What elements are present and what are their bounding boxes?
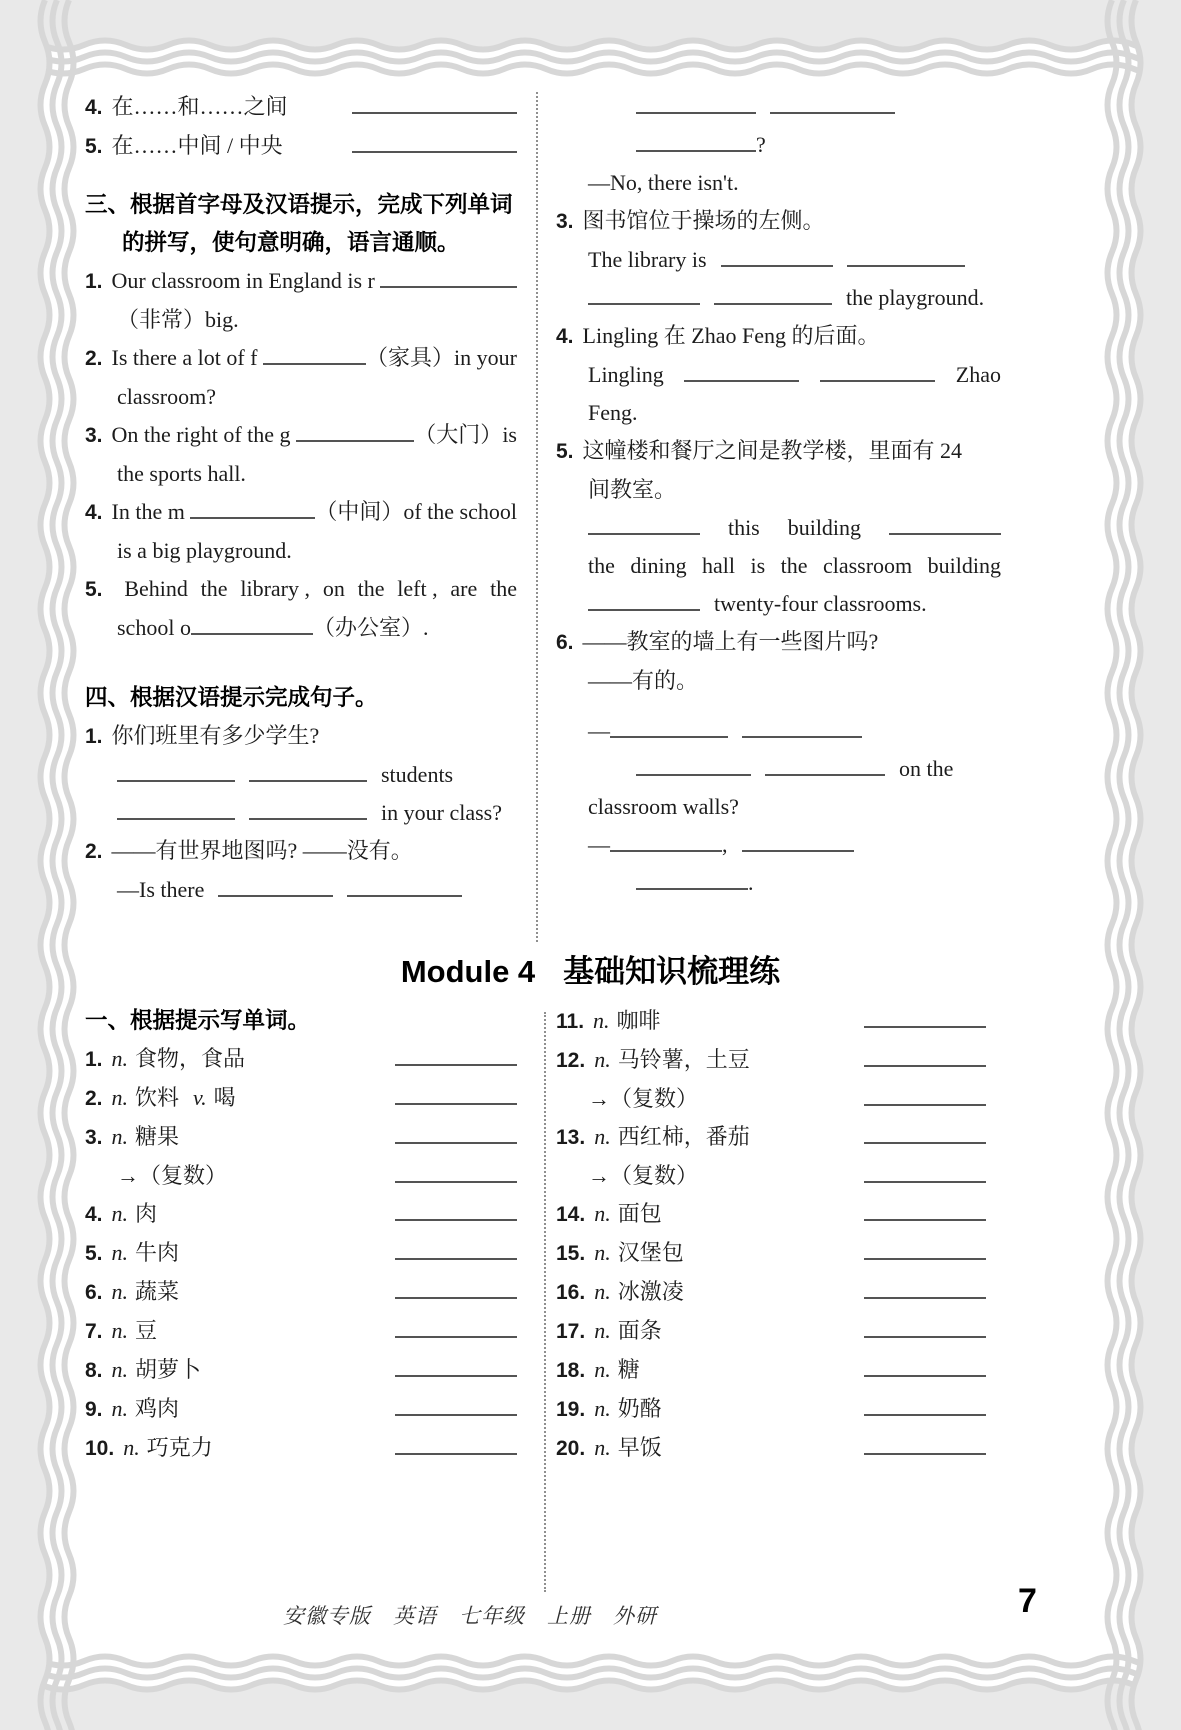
answer-blank[interactable] xyxy=(636,772,751,776)
answer-blank[interactable] xyxy=(721,263,833,267)
text-segment: n. xyxy=(111,1085,129,1110)
answer-blank[interactable] xyxy=(395,1373,517,1377)
column-divider-top xyxy=(536,92,538,942)
text-segment: 胡萝卜 xyxy=(135,1357,202,1382)
text-segment: . xyxy=(422,615,429,640)
s4-item5-line3 xyxy=(556,509,1001,547)
answer-blank[interactable] xyxy=(117,778,235,782)
text-segment: ​ — xyxy=(588,718,610,743)
text-segment: n. xyxy=(123,1435,140,1460)
answer-blank[interactable] xyxy=(190,515,315,519)
text-segment: ​ 19. xyxy=(556,1398,586,1421)
text-segment: ​ 6. xyxy=(85,1281,103,1304)
text-segment: n. xyxy=(111,1124,129,1149)
text-segment: n. xyxy=(594,1201,611,1226)
answer-blank[interactable] xyxy=(263,361,367,365)
text-segment: ​ 4. xyxy=(85,1203,103,1226)
text-segment: 图书馆位于操场的左侧。 xyxy=(582,208,825,233)
text-segment: ​ 14. xyxy=(556,1203,586,1226)
text-segment: （家具） xyxy=(366,345,455,370)
text-segment: Our classroom in England is r xyxy=(111,268,375,293)
text-segment: ​ 间教室。 xyxy=(588,477,677,502)
top-left-column xyxy=(85,88,517,909)
text-segment: the xyxy=(200,576,228,601)
text-segment: are xyxy=(450,576,478,601)
answer-blank[interactable] xyxy=(864,1179,986,1183)
text-segment: 奶酪 xyxy=(617,1396,662,1421)
text-segment: ​ students xyxy=(381,762,454,787)
text-segment: ​ 1. xyxy=(85,1048,103,1071)
text-segment: ​ classroom walls? xyxy=(588,794,739,819)
text-segment: （办公室） xyxy=(312,615,423,640)
text-segment: 面条 xyxy=(617,1318,662,1343)
text-segment: 豆 xyxy=(135,1318,158,1343)
text-segment: Zhao xyxy=(955,362,1001,387)
text-segment: 糖果 xyxy=(135,1124,180,1149)
text-segment: ​ →（复数） xyxy=(117,1163,228,1188)
word-item-8 xyxy=(85,1351,517,1390)
s4-item3-line2 xyxy=(556,241,1001,279)
section3-title-line2 xyxy=(85,224,517,262)
s3-item1-line1 xyxy=(85,262,517,301)
answer-blank[interactable] xyxy=(395,1179,517,1183)
text-segment: 牛肉 xyxy=(135,1240,180,1265)
text-segment: ​ the playground. xyxy=(846,285,985,310)
s3-item5-line1 xyxy=(85,570,517,609)
s4-item2-cont-line1 xyxy=(556,88,1001,126)
section3-title-line1 xyxy=(85,186,517,224)
answer-blank[interactable] xyxy=(352,149,517,153)
spacer xyxy=(85,166,517,186)
answer-blank[interactable] xyxy=(395,1217,517,1221)
spacer xyxy=(556,700,1001,712)
text-segment: 这幢楼和餐厅之间是教学楼，里面有 24 xyxy=(582,438,963,463)
text-segment: n. xyxy=(594,1318,611,1343)
text-segment: dining xyxy=(630,553,687,578)
s4-item3-line3 xyxy=(556,279,1001,317)
text-segment: building xyxy=(927,553,1001,578)
page-number: 7 xyxy=(1018,1582,1037,1620)
s3-item4-line2 xyxy=(85,532,517,570)
text-segment: ​ 6. xyxy=(556,631,574,654)
text-segment: 糖 xyxy=(617,1357,640,1382)
answer-blank[interactable] xyxy=(395,1334,517,1338)
answer-blank[interactable] xyxy=(742,734,862,738)
text-segment: ​ ? xyxy=(756,132,766,157)
text-segment: Is there a lot of f xyxy=(111,345,258,370)
text-segment: n. xyxy=(111,1279,129,1304)
answer-blank[interactable] xyxy=(380,284,517,288)
text-segment: ​ 13. xyxy=(556,1126,586,1149)
answer-blank[interactable] xyxy=(864,1412,986,1416)
s3-item3-line1 xyxy=(85,416,517,455)
text-segment: ​ 15. xyxy=(556,1242,586,1265)
text-segment: ​ →（复数） xyxy=(588,1086,699,1111)
answer-blank[interactable] xyxy=(610,848,722,852)
word-item-17 xyxy=(556,1312,986,1351)
s4-item2-line2 xyxy=(85,871,517,909)
text-segment: n. xyxy=(594,1240,611,1265)
text-segment: ​ 一、根据提示写单词。 xyxy=(85,1008,311,1033)
text-segment: n. xyxy=(594,1435,611,1460)
top-right-column xyxy=(556,88,1001,902)
answer-blank[interactable] xyxy=(191,631,313,635)
text-segment: ——有世界地图吗? ——没有。 xyxy=(111,838,413,863)
word-item-12-plural xyxy=(556,1080,986,1118)
text-segment: ​ 17. xyxy=(556,1320,586,1343)
text-segment: on xyxy=(322,576,345,601)
answer-blank[interactable] xyxy=(395,1256,517,1260)
answer-blank[interactable] xyxy=(218,893,333,897)
text-segment: ​ 20. xyxy=(556,1437,586,1460)
s3-item5-line2 xyxy=(85,609,517,647)
text-segment: ​ The library is xyxy=(588,247,707,272)
text-segment: n. xyxy=(111,1318,129,1343)
word-item-6 xyxy=(85,1273,517,1312)
text-segment: library , xyxy=(240,576,311,601)
text-segment: ​ in your class? xyxy=(381,800,502,825)
answer-blank[interactable] xyxy=(864,1451,986,1455)
text-segment: 5. xyxy=(85,578,103,601)
answer-blank[interactable] xyxy=(864,1256,986,1260)
phrase-item-4 xyxy=(85,88,517,127)
text-segment: ​ 18. xyxy=(556,1359,586,1382)
s4-item1-line3 xyxy=(85,794,517,832)
text-segment: 在……中间 / 中央 xyxy=(111,133,283,158)
text-segment: ​ 5. xyxy=(85,1242,103,1265)
text-segment: n. xyxy=(111,1396,129,1421)
answer-blank[interactable] xyxy=(588,531,700,535)
word-item-20 xyxy=(556,1429,986,1468)
text-segment: 食物，食品 xyxy=(135,1046,246,1071)
s4-item6-line3 xyxy=(556,712,1001,750)
module-title: 基础知识梳理练 xyxy=(563,954,781,989)
answer-blank[interactable] xyxy=(296,438,415,442)
answer-blank[interactable] xyxy=(588,607,700,611)
text-segment: ​ 2. xyxy=(85,347,103,370)
text-segment: Lingling xyxy=(588,362,664,387)
s3-item2-line1 xyxy=(85,339,517,378)
text-segment: ​ 11. xyxy=(556,1010,585,1033)
bottom-right-column xyxy=(556,1002,986,1468)
text-segment: ​ 的拼写，使句意明确，语言通顺。 xyxy=(122,230,460,255)
s4-item6-line2 xyxy=(556,662,1001,700)
answer-blank[interactable] xyxy=(864,1295,986,1299)
text-segment: is xyxy=(502,422,517,447)
word-item-10 xyxy=(85,1429,517,1468)
text-segment: （大门） xyxy=(414,422,503,447)
s4-item1-line1 xyxy=(85,717,517,756)
answer-blank[interactable] xyxy=(249,816,367,820)
text-segment: 咖啡 xyxy=(616,1008,661,1033)
text-segment: ​ the sports hall. xyxy=(117,461,246,486)
text-segment: ​ 12. xyxy=(556,1049,586,1072)
s3-item1-line2 xyxy=(85,301,517,339)
answer-blank[interactable] xyxy=(889,531,1001,535)
answer-blank[interactable] xyxy=(742,848,854,852)
answer-blank[interactable] xyxy=(864,1140,986,1144)
text-segment: ​ 四、根据汉语提示完成句子。 xyxy=(85,685,378,710)
word-item-12 xyxy=(556,1041,986,1080)
text-segment: building xyxy=(787,515,862,540)
text-segment: 在……和……之间 xyxy=(111,94,288,119)
text-segment: ​ is a big playground. xyxy=(117,538,292,563)
text-segment: n. xyxy=(111,1201,129,1226)
text-segment: the xyxy=(357,576,385,601)
s4-item4-line3 xyxy=(556,394,1001,432)
text-segment: In the m xyxy=(111,499,185,524)
s4-item3-line1 xyxy=(556,202,1001,241)
text-segment: n. xyxy=(594,1279,611,1304)
text-segment: ​ ——有的。 xyxy=(588,668,699,693)
answer-blank[interactable] xyxy=(765,772,885,776)
text-segment: ​ 3. xyxy=(85,424,103,447)
text-segment: （中间） xyxy=(315,499,404,524)
answer-blank[interactable] xyxy=(684,378,799,382)
answer-blank[interactable] xyxy=(864,1373,986,1377)
text-segment: n. xyxy=(594,1396,611,1421)
word-item-15 xyxy=(556,1234,986,1273)
text-segment: n. xyxy=(594,1124,611,1149)
answer-blank[interactable] xyxy=(864,1063,986,1067)
s4-item5-line2 xyxy=(556,471,1001,509)
word-item-19 xyxy=(556,1390,986,1429)
answer-blank[interactable] xyxy=(636,110,756,114)
word-item-2 xyxy=(85,1079,517,1118)
text-segment: 你们班里有多少学生? xyxy=(111,723,320,748)
text-segment: the xyxy=(490,576,517,601)
answer-blank[interactable] xyxy=(847,263,965,267)
s4-item2-answer xyxy=(556,164,1001,202)
text-segment: 喝 xyxy=(213,1085,236,1110)
answer-blank[interactable] xyxy=(864,1334,986,1338)
text-segment: ​ 5. xyxy=(556,440,574,463)
text-segment: ​ 三、根据首字母及汉语提示，完成下列单词 xyxy=(85,192,513,217)
answer-blank[interactable] xyxy=(395,1412,517,1416)
text-segment: ​ Feng. xyxy=(588,400,638,425)
text-segment: 冰激凌 xyxy=(617,1279,684,1304)
answer-blank[interactable] xyxy=(395,1101,517,1105)
word-item-3-plural xyxy=(85,1157,517,1195)
s4-item6-line6 xyxy=(556,826,1001,864)
spacer xyxy=(85,647,517,679)
word-item-7 xyxy=(85,1312,517,1351)
text-segment: ​ 2. xyxy=(85,840,103,863)
text-segment: this xyxy=(727,515,760,540)
answer-blank[interactable] xyxy=(395,1140,517,1144)
answer-blank[interactable] xyxy=(117,816,235,820)
answer-blank[interactable] xyxy=(395,1062,517,1066)
text-segment: n. xyxy=(111,1357,129,1382)
word-item-18 xyxy=(556,1351,986,1390)
answer-blank[interactable] xyxy=(249,778,367,782)
s4-item5-line4 xyxy=(556,547,1001,585)
s3-item4-line1 xyxy=(85,493,517,532)
text-segment: ​ 10. xyxy=(85,1437,115,1460)
word-item-4 xyxy=(85,1195,517,1234)
text-segment: 汉堡包 xyxy=(617,1240,684,1265)
word-item-5 xyxy=(85,1234,517,1273)
word-item-14 xyxy=(556,1195,986,1234)
text-segment: 鸡肉 xyxy=(135,1396,180,1421)
text-segment: n. xyxy=(111,1046,129,1071)
text-segment: ​ —No, there isn't. xyxy=(588,170,739,195)
s4-item6-line4 xyxy=(556,750,1001,788)
text-segment: ​ school o xyxy=(117,615,191,640)
word-item-3 xyxy=(85,1118,517,1157)
module-number: Module 4 xyxy=(400,954,536,989)
text-segment: classroom xyxy=(822,553,913,578)
text-segment: ​ 7. xyxy=(85,1320,103,1343)
text-segment: ​ 1. xyxy=(85,270,103,293)
text-segment: 巧克力 xyxy=(146,1435,213,1460)
answer-blank[interactable] xyxy=(714,301,832,305)
text-segment: ​ . xyxy=(748,870,754,895)
word-item-9 xyxy=(85,1390,517,1429)
answer-blank[interactable] xyxy=(770,110,895,114)
text-segment: ​ （非常） xyxy=(117,307,206,332)
text-segment: big. xyxy=(205,307,239,332)
s4-item4-line1 xyxy=(556,317,1001,356)
text-segment: 早饭 xyxy=(617,1435,662,1460)
s4-item6-line7 xyxy=(556,864,1001,902)
footer-edition-info: 安徽专版 英语 七年级 上册 外研 xyxy=(283,1604,657,1628)
phrase-item-5 xyxy=(85,127,517,166)
text-segment: Lingling 在 Zhao Feng 的后面。 xyxy=(582,323,880,348)
answer-blank[interactable] xyxy=(864,1024,986,1028)
text-segment: ​ 1. xyxy=(85,725,103,748)
text-segment: ​ 16. xyxy=(556,1281,586,1304)
text-segment: , xyxy=(722,832,728,857)
column-divider-bottom xyxy=(544,1012,546,1592)
word-item-13-plural xyxy=(556,1157,986,1195)
text-segment: the xyxy=(780,553,808,578)
text-segment: ​ 3. xyxy=(556,210,574,233)
s4-item5-line5 xyxy=(556,585,1001,623)
text-segment: ​ 5. xyxy=(85,135,103,158)
word-item-1 xyxy=(85,1040,517,1079)
text-segment: ​ →（复数） xyxy=(588,1163,699,1188)
s4-item2-cont-line2 xyxy=(556,126,1001,164)
text-segment: ​ —Is there xyxy=(117,877,205,902)
text-segment: ​ 4. xyxy=(556,325,574,348)
text-segment: ​ 3. xyxy=(85,1126,103,1149)
text-segment: ​ on the xyxy=(899,756,954,781)
s4-item6-line1 xyxy=(556,623,1001,662)
text-segment: Behind xyxy=(124,576,188,601)
text-segment: n. xyxy=(593,1008,610,1033)
text-segment: ​ classroom? xyxy=(117,384,216,409)
answer-blank[interactable] xyxy=(347,893,462,897)
text-segment: ​ — xyxy=(588,832,610,857)
s3-item2-line2 xyxy=(85,378,517,416)
text-segment: the xyxy=(588,553,615,578)
answer-blank[interactable] xyxy=(395,1451,517,1455)
text-segment: 马铃薯，土豆 xyxy=(617,1047,750,1072)
answer-blank[interactable] xyxy=(864,1217,986,1221)
answer-blank[interactable] xyxy=(610,734,728,738)
text-segment: in your xyxy=(454,345,517,370)
answer-blank[interactable] xyxy=(352,110,517,114)
text-segment: ——教室的墙上有一些图片吗? xyxy=(582,629,879,654)
section4-title xyxy=(85,679,517,717)
text-segment: 西红柿，番茄 xyxy=(617,1124,750,1149)
text-segment: 蔬菜 xyxy=(135,1279,180,1304)
word-item-16 xyxy=(556,1273,986,1312)
section1-title xyxy=(85,1002,517,1040)
answer-blank[interactable] xyxy=(864,1102,986,1106)
text-segment: left , xyxy=(397,576,438,601)
bottom-left-column xyxy=(85,1002,517,1468)
text-segment: On the right of the g xyxy=(111,422,291,447)
text-segment: ​ 2. xyxy=(85,1087,103,1110)
module-heading xyxy=(0,946,1181,991)
answer-blank[interactable] xyxy=(588,301,700,305)
text-segment: ​ 4. xyxy=(85,501,103,524)
text-segment: of the school xyxy=(403,499,517,524)
text-segment: n. xyxy=(594,1047,611,1072)
answer-blank[interactable] xyxy=(636,148,756,152)
s4-item5-line1 xyxy=(556,432,1001,471)
s4-item2-line1 xyxy=(85,832,517,871)
text-segment: n. xyxy=(594,1357,611,1382)
text-segment: ​ 4. xyxy=(85,96,103,119)
text-segment: ​ 8. xyxy=(85,1359,103,1382)
word-item-13 xyxy=(556,1118,986,1157)
s4-item6-line5 xyxy=(556,788,1001,826)
text-segment: v. xyxy=(193,1085,207,1110)
s4-item4-line2 xyxy=(556,356,1001,394)
word-item-11 xyxy=(556,1002,986,1041)
s4-item1-line2 xyxy=(85,756,517,794)
text-segment: 肉 xyxy=(135,1201,158,1226)
text-segment: n. xyxy=(111,1240,129,1265)
text-segment: 饮料 xyxy=(135,1085,180,1110)
text-segment: is xyxy=(750,553,766,578)
answer-blank[interactable] xyxy=(395,1295,517,1299)
answer-blank[interactable] xyxy=(820,378,935,382)
s3-item3-line2 xyxy=(85,455,517,493)
text-segment: hall xyxy=(702,553,736,578)
text-segment: ​ 9. xyxy=(85,1398,103,1421)
text-segment: 面包 xyxy=(617,1201,662,1226)
answer-blank[interactable] xyxy=(636,886,748,890)
text-segment: ​ twenty-four classrooms. xyxy=(714,591,927,616)
